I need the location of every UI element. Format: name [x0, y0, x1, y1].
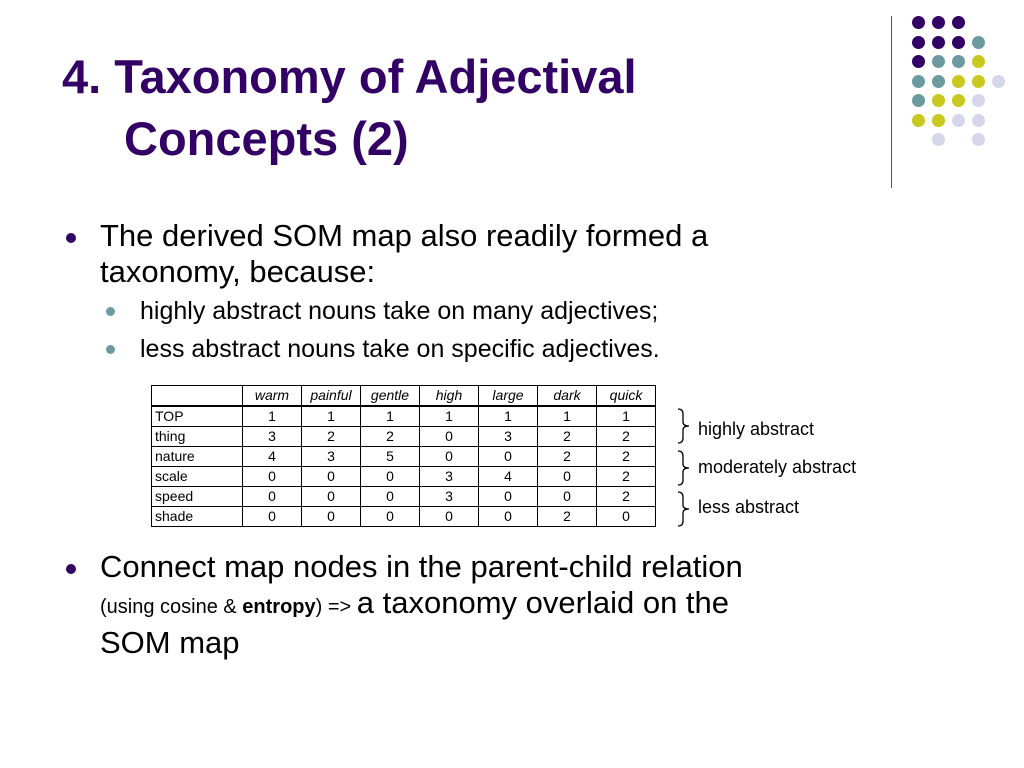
- table-cell: 0: [361, 487, 420, 507]
- table-cell: 0: [597, 507, 656, 527]
- table-cell: 0: [538, 467, 597, 487]
- bullet-dot-icon: [66, 564, 76, 574]
- table-cell: 0: [479, 447, 538, 467]
- bullet-2-paren-close: ): [315, 596, 323, 618]
- table-cell: 0: [479, 507, 538, 527]
- row-label: scale: [152, 467, 243, 487]
- row-label: nature: [152, 447, 243, 467]
- table-cell: 3: [479, 427, 538, 447]
- decorative-dot-icon: [912, 16, 925, 29]
- table-cell: 2: [361, 427, 420, 447]
- slide-title: [62, 46, 637, 170]
- decorative-divider: [891, 16, 892, 188]
- row-label: thing: [152, 427, 243, 447]
- bullet-1-line-2: taxonomy, because:: [100, 254, 376, 289]
- decorative-dot-icon: [932, 55, 945, 68]
- decorative-dot-icon: [932, 36, 945, 49]
- sub-bullet-dot-icon: [106, 307, 115, 316]
- table-cell: 1: [302, 406, 361, 427]
- table-row: [152, 467, 656, 487]
- bullet-2-tail: a taxonomy overlaid on the: [356, 585, 730, 620]
- bullet-text-2: [100, 549, 743, 661]
- row-label: speed: [152, 487, 243, 507]
- decorative-dot-icon: [972, 133, 985, 146]
- table-row: [152, 487, 656, 507]
- decorative-dot-icon: [932, 114, 945, 127]
- table-cell: 3: [302, 447, 361, 467]
- bullet-2-line-3: SOM map: [100, 625, 240, 660]
- table-cell: 2: [538, 507, 597, 527]
- decorative-dot-icon: [932, 133, 945, 146]
- decorative-dot-icon: [932, 94, 945, 107]
- column-header: warm: [243, 386, 302, 407]
- table-cell: 2: [597, 467, 656, 487]
- decorative-dot-icon: [932, 16, 945, 29]
- table-cell: 0: [361, 507, 420, 527]
- decorative-dot-icon: [972, 36, 985, 49]
- table-cell: 2: [538, 427, 597, 447]
- table-row: [152, 406, 656, 427]
- column-header: painful: [302, 386, 361, 407]
- decorative-dot-icon: [952, 55, 965, 68]
- column-header: gentle: [361, 386, 420, 407]
- table-cell: 0: [420, 507, 479, 527]
- column-header: dark: [538, 386, 597, 407]
- column-header: large: [479, 386, 538, 407]
- table-row: [152, 447, 656, 467]
- decorative-dot-icon: [972, 114, 985, 127]
- table-row: [152, 427, 656, 447]
- decorative-dot-icon: [912, 114, 925, 127]
- table-cell: 1: [361, 406, 420, 427]
- decorative-dot-icon: [972, 55, 985, 68]
- table-cell: 5: [361, 447, 420, 467]
- table-cell: 0: [302, 467, 361, 487]
- decorative-dot-icon: [912, 75, 925, 88]
- table-cell: 2: [597, 487, 656, 507]
- column-header: high: [420, 386, 479, 407]
- row-label: TOP: [152, 406, 243, 427]
- decorative-dot-icon: [952, 114, 965, 127]
- decorative-dot-icon: [932, 75, 945, 88]
- bullet-2-arrow: =>: [322, 596, 357, 618]
- adjective-count-table: [151, 385, 656, 527]
- title-line-2: Concepts (2): [124, 112, 409, 165]
- group-label-moderately-abstract: moderately abstract: [698, 457, 857, 477]
- column-header: quick: [597, 386, 656, 407]
- table-cell: 0: [361, 467, 420, 487]
- bullet-2-paren-open: (using cosine &: [100, 596, 243, 618]
- table-row: [152, 507, 656, 527]
- bullet-text-1: [100, 218, 708, 290]
- table-cell: 0: [243, 467, 302, 487]
- bullet-2-entropy: entropy: [242, 596, 316, 618]
- brace-icon: [676, 491, 692, 527]
- table-cell: 3: [420, 467, 479, 487]
- sub-bullet-text-1: highly abstract nouns take on many adjectives;: [140, 297, 659, 325]
- group-label-highly-abstract: highly abstract: [698, 419, 815, 439]
- table-cell: 1: [538, 406, 597, 427]
- decorative-dot-icon: [972, 94, 985, 107]
- brace-icon: [676, 450, 692, 486]
- decorative-dot-icon: [952, 36, 965, 49]
- decorative-dot-icon: [952, 75, 965, 88]
- table-cell: 3: [243, 427, 302, 447]
- decorative-dot-icon: [912, 94, 925, 107]
- table-cell: 0: [302, 507, 361, 527]
- decorative-dot-icon: [912, 36, 925, 49]
- brace-icon: [676, 408, 692, 444]
- decorative-dot-icon: [952, 94, 965, 107]
- table-corner-cell: [152, 386, 243, 407]
- table-cell: 0: [420, 447, 479, 467]
- table-cell: 1: [479, 406, 538, 427]
- decorative-dot-icon: [992, 75, 1005, 88]
- decorative-dot-icon: [972, 75, 985, 88]
- decorative-dot-icon: [912, 55, 925, 68]
- table-cell: 0: [420, 427, 479, 447]
- table-cell: 0: [302, 487, 361, 507]
- sub-bullet-text-2: less abstract nouns take on specific adjectives.: [140, 335, 660, 363]
- table-cell: 4: [243, 447, 302, 467]
- bullet-dot-icon: [66, 233, 76, 243]
- bullet-1-line-1: The derived SOM map also readily formed a: [100, 218, 709, 253]
- table-cell: 1: [597, 406, 656, 427]
- sub-bullet-dot-icon: [106, 345, 115, 354]
- title-line-1: 4. Taxonomy of Adjectival: [62, 50, 637, 103]
- table-cell: 0: [243, 487, 302, 507]
- table-cell: 3: [420, 487, 479, 507]
- table-cell: 1: [420, 406, 479, 427]
- row-label: shade: [152, 507, 243, 527]
- table-cell: 4: [479, 467, 538, 487]
- table-cell: 0: [243, 507, 302, 527]
- table-cell: 2: [302, 427, 361, 447]
- table-cell: 0: [479, 487, 538, 507]
- decorative-dot-icon: [952, 16, 965, 29]
- table-cell: 1: [243, 406, 302, 427]
- table-cell: 2: [597, 427, 656, 447]
- group-label-less-abstract: less abstract: [698, 497, 800, 517]
- table-header-row: [152, 386, 656, 407]
- table-cell: 2: [538, 447, 597, 467]
- bullet-2-line-1: Connect map nodes in the parent-child relation: [100, 549, 743, 584]
- table-cell: 2: [597, 447, 656, 467]
- table-cell: 0: [538, 487, 597, 507]
